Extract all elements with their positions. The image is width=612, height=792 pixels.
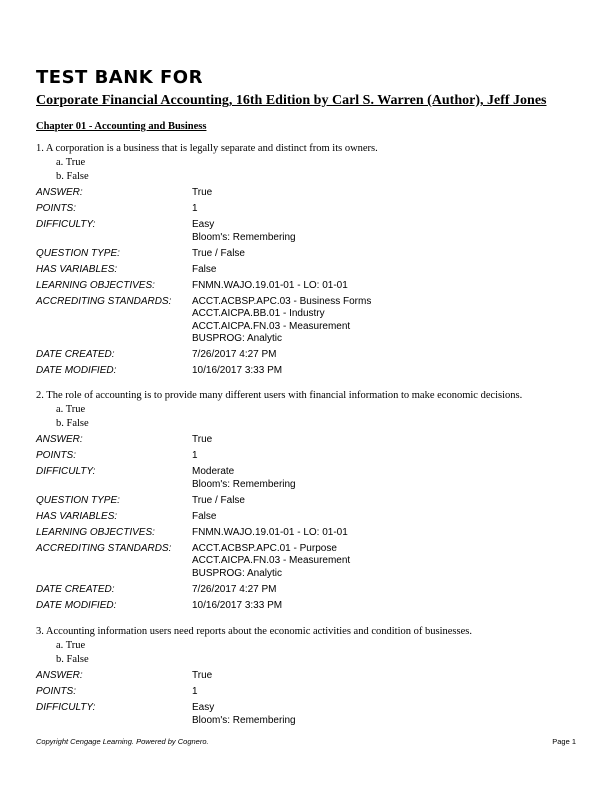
metadata-row xyxy=(36,187,576,200)
metadata-row xyxy=(36,543,576,581)
metadata-row xyxy=(36,495,576,508)
metadata-label: DATE CREATED: xyxy=(36,583,115,595)
answer-option: b. False xyxy=(56,654,89,665)
metadata-values xyxy=(192,187,576,200)
metadata-values xyxy=(192,296,576,346)
metadata-row xyxy=(36,264,576,277)
metadata-value: False xyxy=(192,263,217,275)
metadata-values xyxy=(192,264,576,277)
answer-option: a. True xyxy=(56,640,86,651)
metadata-label: ANSWER: xyxy=(36,434,83,445)
metadata-value: Easy xyxy=(192,702,215,713)
metadata-value: True / False xyxy=(192,247,245,259)
metadata-row xyxy=(36,248,576,261)
answer-option: a. True xyxy=(56,157,86,168)
metadata-label: POINTS: xyxy=(36,450,77,461)
chapter-heading: Chapter 01 - Accounting and Business xyxy=(36,121,207,132)
answer-option: a. True xyxy=(56,404,86,415)
metadata-label: DATE MODIFIED: xyxy=(36,365,117,376)
metadata-values xyxy=(192,543,576,581)
metadata-values xyxy=(192,349,576,362)
metadata-values xyxy=(192,280,576,293)
metadata-value: BUSPROG: Analytic xyxy=(192,567,283,579)
metadata-value: Bloom's: Remembering xyxy=(192,478,296,490)
metadata-row xyxy=(36,466,576,491)
metadata-value: FNMN.WAJO.19.01-01 - LO: 01-01 xyxy=(192,279,348,291)
metadata-label: DIFFICULTY: xyxy=(36,219,96,230)
metadata-row xyxy=(36,702,576,727)
metadata-label: DATE MODIFIED: xyxy=(36,599,117,611)
metadata-row xyxy=(36,527,576,540)
metadata-row xyxy=(36,203,576,216)
question-text: 3. Accounting information users need reports about the economic activities and condition of businesses. xyxy=(36,626,472,637)
question-text: 1. A corporation is a business that is legally separate and distinct from its owners. xyxy=(36,143,378,154)
metadata-row xyxy=(36,511,576,524)
metadata-row xyxy=(36,686,576,699)
metadata-value: ACCT.AICPA.FN.03 - Measurement xyxy=(192,555,351,566)
question-text: 2. The role of accounting is to provide many different users with financial information to make economic decisions. xyxy=(36,390,523,401)
metadata-value: 10/16/2017 3:33 PM xyxy=(192,365,283,376)
metadata-value: Bloom's: Remembering xyxy=(192,231,296,243)
metadata-value: ACCT.AICPA.FN.03 - Measurement xyxy=(192,320,351,332)
answer-option: b. False xyxy=(56,171,89,182)
question-2 xyxy=(36,389,576,612)
metadata-values xyxy=(192,434,576,447)
metadata-label: DIFFICULTY: xyxy=(36,466,96,477)
metadata-value: Easy xyxy=(192,219,215,230)
metadata-values xyxy=(192,219,576,244)
metadata-values xyxy=(192,466,576,491)
metadata-values xyxy=(192,600,576,613)
metadata-label: ANSWER: xyxy=(36,187,83,198)
metadata-label: POINTS: xyxy=(36,686,77,697)
metadata-row xyxy=(36,450,576,463)
metadata-values xyxy=(192,495,576,508)
metadata-value: 1 xyxy=(192,450,198,461)
metadata-values xyxy=(192,686,576,699)
metadata-value: Bloom's: Remembering xyxy=(192,714,296,726)
footer-copyright: Copyright Cengage Learning. Powered by Cognero. xyxy=(36,737,209,746)
metadata-value: 1 xyxy=(192,203,198,214)
metadata-value: True / False xyxy=(192,494,245,506)
metadata-label: DIFFICULTY: xyxy=(36,702,96,713)
metadata-values xyxy=(192,584,576,597)
metadata-values xyxy=(192,248,576,261)
metadata-row xyxy=(36,434,576,447)
book-title: Corporate Financial Accounting, 16th Edition by Carl S. Warren (Author), Jeff Jones xyxy=(36,93,547,108)
answer-option: b. False xyxy=(56,418,89,429)
metadata-label: ACCREDITING STANDARDS: xyxy=(36,295,172,307)
metadata-label: POINTS: xyxy=(36,203,77,214)
metadata-value: 10/16/2017 3:33 PM xyxy=(192,599,283,611)
metadata-values xyxy=(192,450,576,463)
metadata-values xyxy=(192,670,576,683)
metadata-values xyxy=(192,702,576,727)
metadata-row xyxy=(36,365,576,378)
metadata-label: QUESTION TYPE: xyxy=(36,247,120,259)
metadata-row xyxy=(36,296,576,346)
test-bank-title: TEST BANK FOR xyxy=(36,67,203,88)
metadata-values xyxy=(192,365,576,378)
metadata-label: ACCREDITING STANDARDS: xyxy=(36,542,172,554)
metadata-value: True xyxy=(192,434,213,445)
metadata-values xyxy=(192,203,576,216)
metadata-label: ANSWER: xyxy=(36,670,83,681)
metadata-value: ACCT.ACBSP.APC.01 - Purpose xyxy=(192,542,337,554)
metadata-label: DATE CREATED: xyxy=(36,349,115,360)
metadata-value: True xyxy=(192,670,213,681)
metadata-label: QUESTION TYPE: xyxy=(36,494,120,506)
metadata-row xyxy=(36,670,576,683)
metadata-value: 7/26/2017 4:27 PM xyxy=(192,349,277,360)
metadata-value: FNMN.WAJO.19.01-01 - LO: 01-01 xyxy=(192,526,348,538)
metadata-values xyxy=(192,527,576,540)
metadata-label: HAS VARIABLES: xyxy=(36,510,118,522)
metadata-row xyxy=(36,584,576,597)
metadata-values xyxy=(192,511,576,524)
metadata-row xyxy=(36,219,576,244)
metadata-value: Moderate xyxy=(192,466,235,477)
metadata-label: LEARNING OBJECTIVES: xyxy=(36,526,155,538)
metadata-value: 7/26/2017 4:27 PM xyxy=(192,583,277,595)
metadata-label: HAS VARIABLES: xyxy=(36,263,118,275)
metadata-row xyxy=(36,280,576,293)
metadata-value: False xyxy=(192,510,217,522)
metadata-row xyxy=(36,349,576,362)
question-3 xyxy=(36,625,576,727)
metadata-value: ACCT.AICPA.BB.01 - Industry xyxy=(192,308,325,319)
metadata-value: BUSPROG: Analytic xyxy=(192,333,283,344)
question-1 xyxy=(36,142,576,378)
metadata-row xyxy=(36,600,576,613)
metadata-value: 1 xyxy=(192,686,198,697)
metadata-value: True xyxy=(192,187,213,198)
metadata-value: ACCT.ACBSP.APC.03 - Business Forms xyxy=(192,295,372,307)
metadata-label: LEARNING OBJECTIVES: xyxy=(36,279,155,291)
page-number: Page 1 xyxy=(552,737,576,746)
